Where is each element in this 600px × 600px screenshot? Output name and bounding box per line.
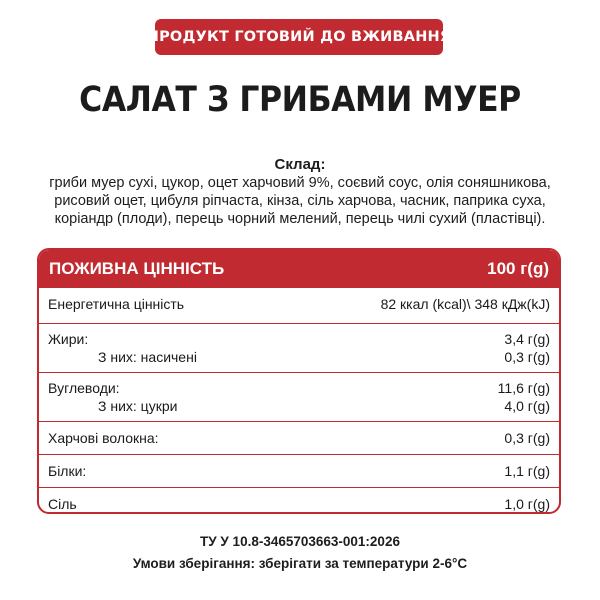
nutrition-row-fiber	[39, 421, 559, 454]
ingredients-line-1: гриби муер сухі, цукор, оцет харчовий 9%, соєвий соус, олія соняшникова,	[49, 175, 551, 191]
nutrition-header-label: ПОЖИВНА ЦІННІСТЬ	[49, 259, 225, 278]
spec-code: ТУ У 10.8-3465703663-001:2026	[200, 534, 400, 549]
ingredients-block	[0, 156, 600, 228]
fiber-value: 0,3 г(g)	[504, 430, 550, 446]
ingredients-line-2: рисовий оцет, цибуля ріпчаста, кінза, сіль харчова, часник, паприка суха,	[54, 193, 546, 209]
saturated-fat-label: З них: насичені	[98, 349, 197, 365]
sugars-value: 4,0 г(g)	[504, 398, 550, 414]
product-title: САЛАТ З ГРИБАМИ МУЕР	[79, 80, 521, 120]
sugars-label: З них: цукри	[98, 398, 178, 414]
nutrition-row-carbs	[39, 372, 559, 421]
salt-label: Сіль	[48, 496, 77, 512]
energy-label: Енергетична цінність	[48, 296, 185, 312]
ready-to-eat-badge: ПРОДУКТ ГОТОВИЙ ДО ВЖИВАННЯ	[155, 19, 443, 55]
carbs-label: Вуглеводи:	[48, 380, 120, 396]
ingredients-line-3: коріандр (плоди), перець чорний мелений, перець чилі сухий (пластівці).	[54, 211, 546, 227]
fat-value: 3,4 г(g)	[504, 331, 550, 347]
salt-value: 1,0 г(g)	[504, 496, 550, 512]
fat-label: Жири:	[48, 331, 89, 347]
fiber-label: Харчові волокна:	[48, 430, 159, 446]
storage-conditions: Умови зберігання: зберігати за температури 2-6°С	[132, 556, 468, 571]
saturated-fat-value: 0,3 г(g)	[504, 349, 550, 365]
protein-value: 1,1 г(g)	[504, 463, 550, 479]
nutrition-row-salt	[39, 487, 559, 514]
energy-value: 82 ккал (kcal)\ 348 кДж(kJ)	[380, 296, 550, 312]
ingredients-heading: Склад:	[274, 156, 326, 173]
carbs-value: 11,6 г(g)	[497, 380, 550, 396]
nutrition-header-amount: 100 г(g)	[487, 259, 549, 278]
nutrition-row-energy	[39, 288, 559, 323]
nutrition-header	[39, 250, 559, 288]
nutrition-rows	[39, 288, 559, 514]
nutrition-row-protein	[39, 454, 559, 487]
nutrition-row-fat	[39, 323, 559, 372]
nutrition-panel	[37, 248, 561, 514]
protein-label: Білки:	[48, 463, 87, 479]
